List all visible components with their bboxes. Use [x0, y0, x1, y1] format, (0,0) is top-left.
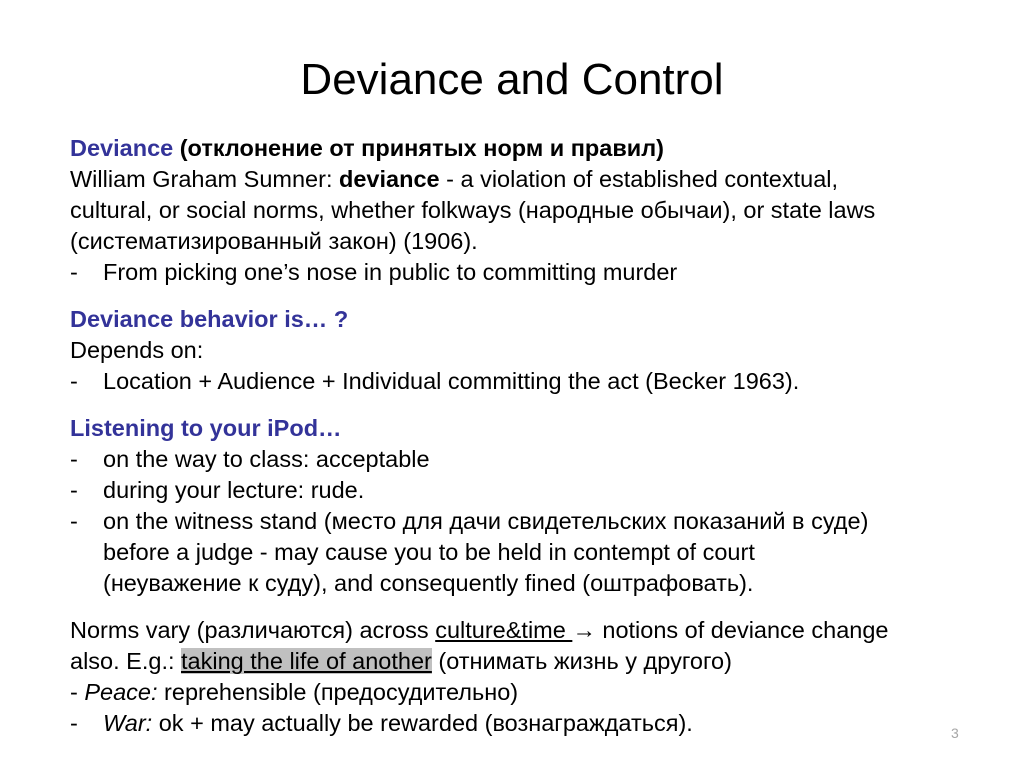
peace-text: reprehensible (предосудительно)	[157, 679, 519, 705]
definition-line-2: cultural, or social norms, whether folkways (народные обычаи), or state laws	[70, 197, 876, 223]
peace-example	[70, 677, 990, 708]
list-item	[70, 366, 990, 397]
bullet-marker: -	[70, 508, 78, 534]
bullet-text: From picking one’s nose in public to committing murder	[103, 259, 678, 285]
bullet-marker: -	[70, 446, 78, 472]
right-arrow-icon: →	[572, 617, 596, 643]
list-item	[70, 506, 990, 599]
peace-label: Peace:	[84, 679, 158, 705]
list-item	[70, 257, 990, 288]
depends-on-label: Depends on:	[70, 337, 204, 363]
example-intro: also. E.g.:	[70, 648, 182, 674]
norms-line-1	[70, 615, 990, 646]
norms-text-rest: notions of deviance change	[595, 617, 889, 643]
slide-body	[70, 133, 990, 739]
deviance-term: Deviance	[70, 135, 174, 161]
bullet-text-line-3: (неуважение к суду), and consequently fined (оштрафовать).	[103, 570, 754, 596]
definition-author: William Graham Sumner:	[70, 166, 339, 192]
bullet-text: during your lecture: rude.	[103, 477, 365, 503]
ipod-heading: Listening to your iPod…	[70, 415, 342, 441]
culture-time-term: culture&time	[435, 617, 573, 643]
bullet-marker: -	[70, 477, 78, 503]
list-item	[70, 444, 990, 475]
deviance-behavior-section	[70, 304, 990, 397]
bullet-text: Location + Audience + Individual committing the act (Becker 1963).	[103, 368, 800, 394]
example-translation: (отнимать жизнь у другого)	[431, 648, 732, 674]
slide-title: Deviance and Control	[300, 55, 724, 104]
bullet-marker: -	[70, 259, 78, 285]
deviance-term-translation: (отклонение от принятых норм и правил)	[173, 135, 664, 161]
ipod-example-section	[70, 413, 990, 599]
example-marker: -	[70, 710, 78, 736]
bullet-marker: -	[70, 368, 78, 394]
norms-text: Norms vary (различаются) across	[70, 617, 436, 643]
deviance-definition-section	[70, 133, 990, 288]
definition-term: deviance	[339, 166, 440, 192]
norms-line-2	[70, 646, 990, 677]
page-number: 3	[951, 725, 959, 741]
highlighted-example: taking the life of another	[181, 648, 432, 674]
deviance-heading	[70, 133, 990, 164]
list-item	[70, 475, 990, 506]
war-label: War:	[103, 710, 153, 736]
bullet-text: on the way to class: acceptable	[103, 446, 430, 472]
bullet-text-line-1: on the witness stand (место для дачи свидетельских показаний в суде)	[103, 508, 869, 534]
example-marker: -	[70, 679, 85, 705]
definition-line-1	[70, 164, 990, 195]
war-example	[70, 708, 990, 739]
war-text: ok + may actually be rewarded (вознаграждаться).	[152, 710, 693, 736]
definition-line-1-rest: - a violation of established contextual,	[439, 166, 839, 192]
definition-line-3: (систематизированный закон) (1906).	[70, 228, 478, 254]
norms-vary-section	[70, 615, 990, 739]
bullet-text-line-2: before a judge - may cause you to be held in contempt of court	[103, 539, 755, 565]
deviance-behavior-heading: Deviance behavior is… ?	[70, 306, 349, 332]
